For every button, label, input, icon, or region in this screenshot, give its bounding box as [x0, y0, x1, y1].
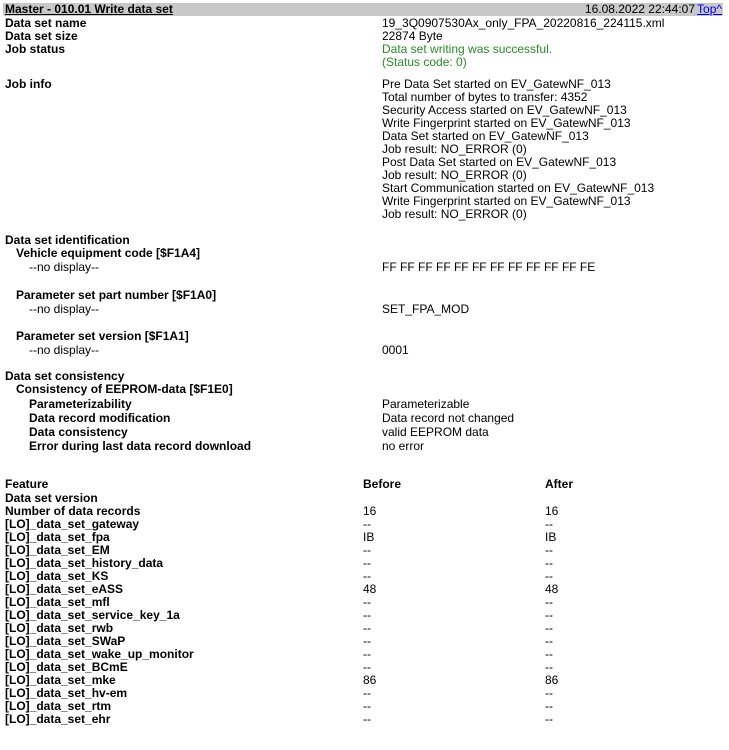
feature-name: [LO]_data_set_SWaP — [5, 634, 126, 648]
identification-group-sub: --no display-- — [29, 302, 100, 316]
feature-after-value: 86 — [545, 673, 559, 687]
report-timestamp: 16.08.2022 22:44:07 — [584, 2, 695, 16]
job-info-line: Job result: NO_ERROR (0) — [382, 142, 527, 156]
feature-before-value: -- — [363, 595, 371, 609]
job-status-line: (Status code: 0) — [382, 55, 467, 69]
job-info-line: Write Fingerprint started on EV_GatewNF_013 — [382, 194, 631, 208]
summary-value: 19_3Q0907530Ax_only_FPA_20220816_224115.xml — [382, 16, 665, 30]
consistency-label: Error during last data record download — [29, 439, 252, 453]
feature-after-value: -- — [545, 647, 553, 661]
job-info-line: Job result: NO_ERROR (0) — [382, 207, 527, 221]
summary-value: 22874 Byte — [382, 29, 443, 43]
identification-group-value: FF FF FF FF FF FF FF FF FF FF FF FE — [382, 260, 596, 274]
identification-group-value: SET_FPA_MOD — [382, 302, 470, 316]
consistency-label: Data record modification — [29, 411, 171, 425]
top-link[interactable]: Top^ — [697, 2, 722, 16]
feature-name: [LO]_data_set_ehr — [5, 712, 111, 726]
feature-name: [LO]_data_set_eASS — [5, 582, 124, 596]
identification-group-value: 0001 — [382, 343, 409, 357]
feature-after-value: 16 — [545, 504, 559, 518]
feature-after-value: -- — [545, 621, 553, 635]
job-info-line: Write Fingerprint started on EV_GatewNF_013 — [382, 116, 631, 130]
consistency-value: valid EEPROM data — [382, 425, 489, 439]
job-info-line: Total number of bytes to transfer: 4352 — [382, 90, 588, 104]
feature-name: [LO]_data_set_rwb — [5, 621, 114, 635]
identification-group-title: Parameter set part number [$F1A0] — [16, 288, 217, 302]
feature-before-value: -- — [363, 569, 371, 583]
feature-name: [LO]_data_set_mke — [5, 673, 116, 687]
feature-name: [LO]_data_set_fpa — [5, 530, 110, 544]
identification-group-sub: --no display-- — [29, 260, 100, 274]
identification-group-sub: --no display-- — [29, 343, 100, 357]
job-info-line: Job result: NO_ERROR (0) — [382, 168, 527, 182]
feature-before-value: -- — [363, 699, 371, 713]
feature-after-value: -- — [545, 686, 553, 700]
feature-after-value: -- — [545, 556, 553, 570]
feature-after-value: IB — [545, 530, 557, 544]
after-column-header: After — [545, 477, 574, 491]
feature-name: Data set version — [5, 491, 98, 505]
feature-name: [LO]_data_set_EM — [5, 543, 110, 557]
feature-before-value: 16 — [363, 504, 377, 518]
identification-heading: Data set identification — [5, 233, 130, 247]
feature-before-value: -- — [363, 660, 371, 674]
before-column-header: Before — [363, 477, 402, 491]
feature-after-value: -- — [545, 608, 553, 622]
summary-label: Data set size — [5, 29, 78, 43]
feature-after-value: 48 — [545, 582, 559, 596]
consistency-sub: Consistency of EEPROM-data [$F1E0] — [16, 382, 233, 396]
feature-name: [LO]_data_set_hv-em — [5, 686, 128, 700]
feature-before-value: -- — [363, 517, 371, 531]
feature-name: [LO]_data_set_gateway — [5, 517, 140, 531]
feature-name: Number of data records — [5, 504, 141, 518]
consistency-value: Parameterizable — [382, 397, 470, 411]
job-info-line: Post Data Set started on EV_GatewNF_013 — [382, 155, 617, 169]
feature-before-value: -- — [363, 712, 371, 726]
feature-name: [LO]_data_set_KS — [5, 569, 109, 583]
feature-before-value: -- — [363, 543, 371, 557]
feature-before-value: -- — [363, 621, 371, 635]
identification-group-title: Parameter set version [$F1A1] — [16, 329, 189, 343]
feature-after-value: -- — [545, 712, 553, 726]
feature-before-value: -- — [363, 634, 371, 648]
job-info-line: Start Communication started on EV_GatewNF_013 — [382, 181, 655, 195]
feature-name: [LO]_data_set_history_data — [5, 556, 164, 570]
feature-before-value: -- — [363, 647, 371, 661]
summary-label: Data set name — [5, 16, 87, 30]
feature-before-value: IB — [363, 530, 375, 544]
job-info-label: Job info — [5, 77, 52, 91]
consistency-heading: Data set consistency — [5, 369, 125, 383]
feature-after-value: -- — [545, 699, 553, 713]
feature-name: [LO]_data_set_BCmE — [5, 660, 128, 674]
job-info-line: Pre Data Set started on EV_GatewNF_013 — [382, 77, 611, 91]
consistency-value: Data record not changed — [382, 411, 515, 425]
feature-after-value: -- — [545, 569, 553, 583]
feature-name: [LO]_data_set_mfl — [5, 595, 110, 609]
feature-column-header: Feature — [5, 477, 49, 491]
feature-before-value: -- — [363, 608, 371, 622]
job-status-label: Job status — [5, 42, 66, 56]
feature-before-value: 86 — [363, 673, 377, 687]
feature-after-value: -- — [545, 634, 553, 648]
consistency-label: Data consistency — [29, 425, 128, 439]
feature-name: [LO]_data_set_wake_up_monitor — [5, 647, 194, 661]
feature-after-value: -- — [545, 660, 553, 674]
report-title: Master - 010.01 Write data set — [5, 2, 173, 16]
feature-after-value: -- — [545, 543, 553, 557]
feature-after-value: -- — [545, 595, 553, 609]
feature-before-value: 48 — [363, 582, 377, 596]
feature-name: [LO]_data_set_service_key_1a — [5, 608, 180, 622]
feature-name: [LO]_data_set_rtm — [5, 699, 112, 713]
feature-before-value: -- — [363, 686, 371, 700]
consistency-label: Parameterizability — [29, 397, 132, 411]
identification-group-title: Vehicle equipment code [$F1A4] — [16, 246, 201, 260]
job-info-line: Security Access started on EV_GatewNF_013 — [382, 103, 627, 117]
feature-before-value: -- — [363, 556, 371, 570]
job-status-line: Data set writing was successful. — [382, 42, 553, 56]
job-info-line: Data Set started on EV_GatewNF_013 — [382, 129, 589, 143]
consistency-value: no error — [382, 439, 425, 453]
feature-after-value: -- — [545, 517, 553, 531]
report-header — [3, 3, 723, 16]
